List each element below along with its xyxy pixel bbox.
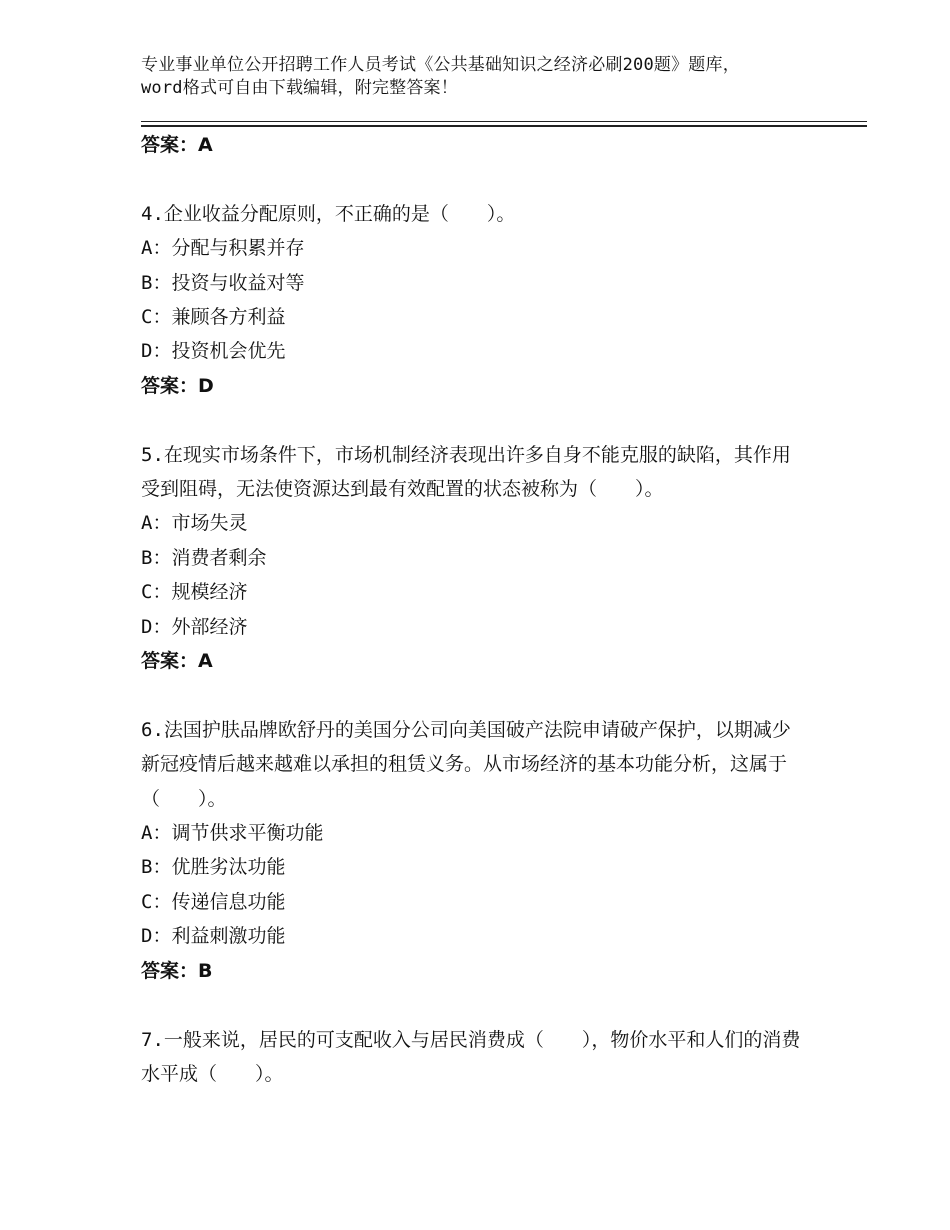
question-stem: 6.法国护肤品牌欧舒丹的美国分公司向美国破产法院申请破产保护，以期减少新冠疫情后越来越难以承担的租赁义务。从市场经济的基本功能分析，这属于（ ）。 — [141, 718, 791, 810]
option-c: C：传递信息功能 — [141, 890, 286, 913]
option-d: D：投资机会优先 — [141, 340, 286, 363]
option-b: B：投资与收益对等 — [141, 271, 305, 294]
answer-line: 答案：D — [141, 374, 214, 397]
option-b: B：优胜劣汰功能 — [141, 856, 286, 879]
option-c: C：规模经济 — [141, 581, 248, 604]
header-divider — [141, 121, 867, 122]
question-block — [141, 197, 801, 403]
option-d: D：利益刺激功能 — [141, 925, 286, 948]
option-d: D：外部经济 — [141, 615, 248, 638]
option-a: A：调节供求平衡功能 — [141, 822, 324, 845]
answer-line: 答案：A — [141, 650, 213, 673]
option-a: A：市场失灵 — [141, 512, 248, 535]
question-stem: 5.在现实市场条件下，市场机制经济表现出许多自身不能克服的缺陷，其作用受到阻碍，无法使资源达到最有效配置的状态被称为（ ）。 — [141, 443, 791, 501]
question-block — [141, 438, 801, 679]
answer-line: 答案：B — [141, 959, 213, 982]
question-list — [141, 128, 801, 1091]
question-block — [141, 1023, 801, 1092]
option-b: B：消费者剩余 — [141, 546, 267, 569]
answer-line: 答案：A — [141, 134, 213, 156]
header-divider-thick — [141, 125, 867, 127]
option-c: C：兼顾各方利益 — [141, 306, 286, 329]
page-header: 专业事业单位公开招聘工作人员考试《公共基础知识之经济必刷200题》题库，word格式可自由下载编辑，附完整答案！ — [141, 55, 740, 98]
question-stem: 4.企业收益分配原则，不正确的是（ ）。 — [141, 202, 516, 225]
question-stem: 7.一般来说，居民的可支配收入与居民消费成（ ），物价水平和人们的消费水平成（ ）。 — [141, 1028, 801, 1085]
option-a: A：分配与积累并存 — [141, 237, 305, 260]
question-block — [141, 713, 801, 988]
